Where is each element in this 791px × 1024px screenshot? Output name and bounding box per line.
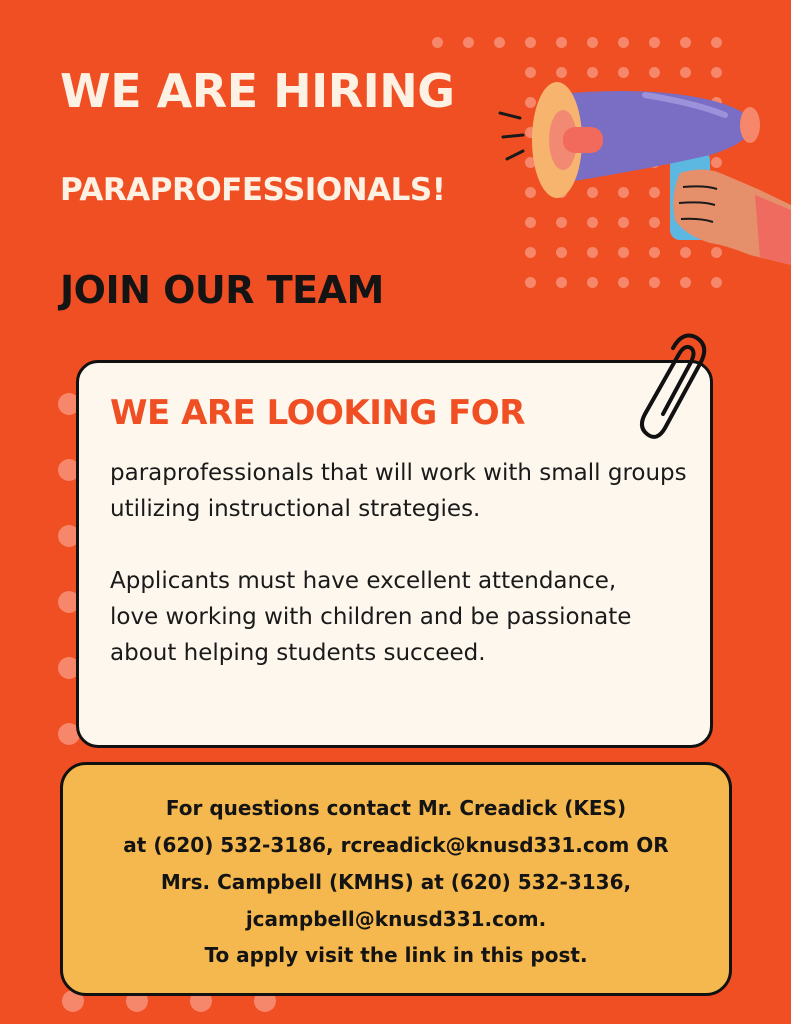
apply-instruction: To apply visit the link in this post. <box>204 943 588 967</box>
decor-dot <box>556 37 567 48</box>
decor-dot <box>680 277 691 288</box>
decor-dot <box>525 277 536 288</box>
decor-dot <box>525 37 536 48</box>
decor-dot <box>649 37 660 48</box>
decor-dot <box>587 37 598 48</box>
decor-dot <box>711 277 722 288</box>
card-paragraph-requirements: Applicants must have excellent attendance, love working with children and be passionate about helping students succeed. <box>110 568 632 666</box>
decor-dot <box>463 37 474 48</box>
decor-dot <box>618 277 629 288</box>
decor-dot <box>711 37 722 48</box>
decor-dot <box>432 37 443 48</box>
paperclip-icon <box>635 328 715 444</box>
contact-line: jcampbell@knusd331.com. <box>245 907 547 931</box>
contact-line: at (620) 532-3186, rcreadick@knusd331.com OR <box>123 833 669 857</box>
info-card <box>76 360 713 748</box>
hand-icon <box>665 165 791 265</box>
decor-dot <box>556 277 567 288</box>
decor-dot <box>587 277 598 288</box>
contact-line: Mrs. Campbell (KMHS) at (620) 532-3136, <box>160 870 632 894</box>
decor-dot <box>618 37 629 48</box>
card-title: WE ARE LOOKING FOR <box>110 393 525 433</box>
headline-hiring: WE ARE HIRING <box>60 64 455 118</box>
decor-dot <box>649 277 660 288</box>
decor-dot <box>680 37 691 48</box>
contact-line: For questions contact Mr. Creadick (KES) <box>165 796 627 820</box>
contact-box <box>60 762 732 996</box>
card-paragraph-duties: paraprofessionals that will work with small groups utilizing instructional strategies. <box>110 460 687 522</box>
decor-dot <box>494 37 505 48</box>
headline-join: JOIN OUR TEAM <box>60 268 384 312</box>
headline-role: PARAPROFESSIONALS! <box>60 172 446 208</box>
